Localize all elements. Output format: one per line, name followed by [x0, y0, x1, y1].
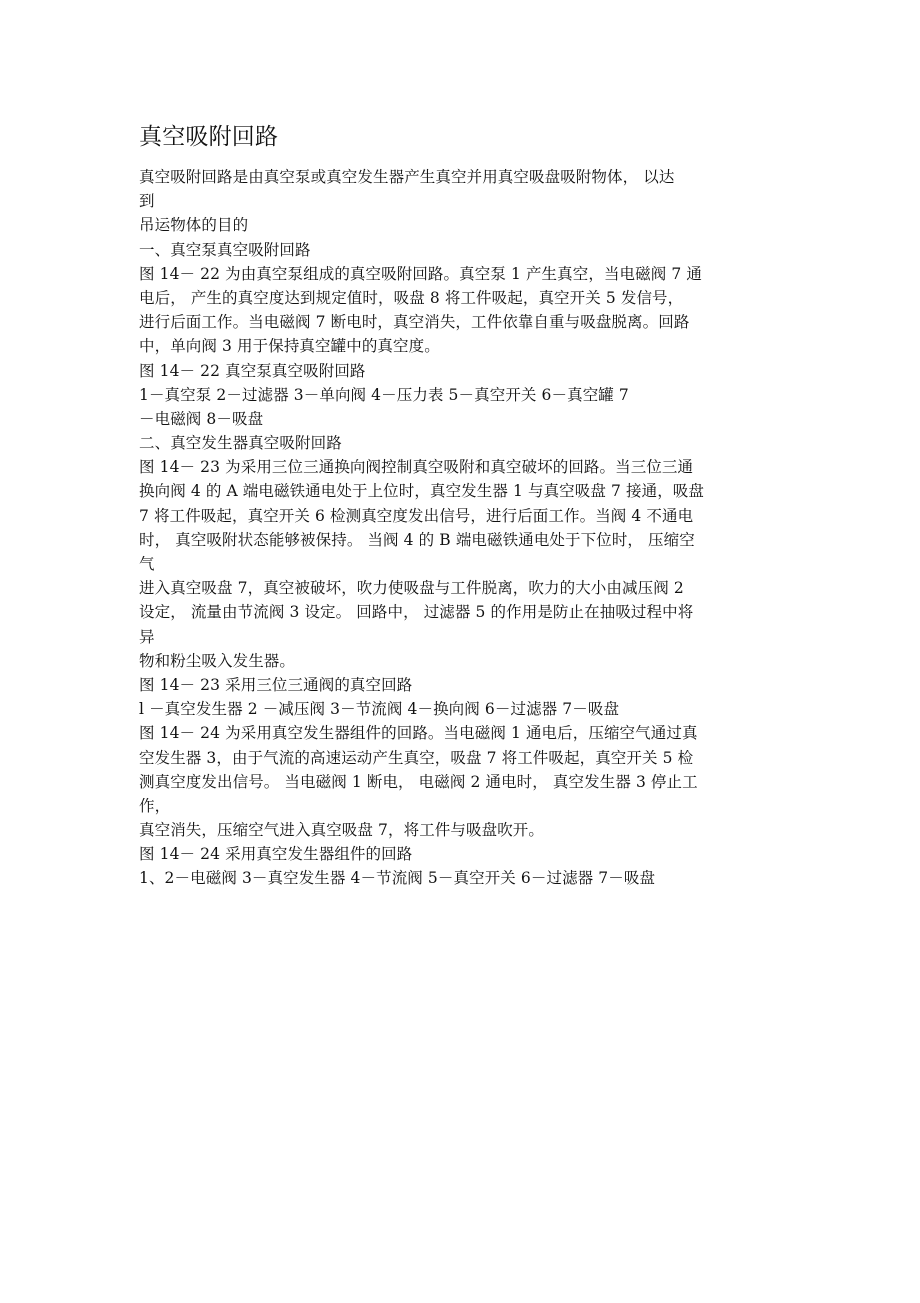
- document-content: [139, 120, 789, 891]
- section-heading: 一、真空泵真空吸附回路: [139, 240, 311, 259]
- component-list: 1、2－电磁阀 3－真空发生器 4－节流阀 5－真空开关 6－过滤器 7－吸盘: [139, 869, 656, 888]
- text-line: 7 将工件吸起，真空开关 6 检测真空度发出信号，进行后面工作。当阀 4 不通电: [139, 506, 694, 525]
- section-heading: 二、真空发生器真空吸附回路: [139, 434, 342, 453]
- text-line: 电后， 产生的真空度达到规定值时，吸盘 8 将工件吸起，真空开关 5 发信号，: [139, 288, 684, 307]
- text-line: 测真空度发出信号。 当电磁阀 1 断电， 电磁阀 2 通电时， 真空发生器 3 停止工: [139, 772, 698, 791]
- text-line: 图 14－ 23 为采用三位三通换向阀控制真空吸附和真空破坏的回路。当三位三通: [139, 458, 694, 477]
- text-line: 时， 真空吸附状态能够被保持。 当阀 4 的 B 端电磁铁通电处于下位时， 压缩空: [139, 530, 695, 549]
- text-line: 进行后面工作。当电磁阀 7 断电时，真空消失，工件依靠自重与吸盘脱离。回路: [139, 313, 690, 332]
- text-line: 中，单向阀 3 用于保持真空罐中的真空度。: [139, 337, 440, 356]
- text-line: 设定， 流量由节流阀 3 设定。 回路中， 过滤器 5 的作用是防止在抽吸过程中将: [139, 603, 694, 622]
- document-title: 真空吸附回路: [139, 124, 279, 150]
- body-text: [139, 165, 789, 891]
- text-line: 吊运物体的目的: [139, 216, 249, 235]
- text-line: 空发生器 3，由于气流的高速运动产生真空，吸盘 7 将工件吸起，真空开关 5 检: [139, 748, 694, 767]
- text-line: 异: [139, 627, 155, 646]
- text-line: 物和粉尘吸入发生器。: [139, 651, 296, 670]
- figure-caption: 图 14－ 22 真空泵真空吸附回路: [139, 361, 366, 380]
- text-line: 换向阀 4 的 A 端电磁铁通电处于上位时，真空发生器 1 与真空吸盘 7 接通，吸盘: [139, 482, 704, 501]
- component-list: 1－真空泵 2－过滤器 3－单向阀 4－压力表 5－真空开关 6－真空罐 7: [139, 385, 629, 404]
- figure-caption: 图 14－ 24 采用真空发生器组件的回路: [139, 845, 413, 864]
- text-line: 图 14－ 24 为采用真空发生器组件的回路。当电磁阀 1 通电后，压缩空气通过真: [139, 724, 698, 743]
- text-line: 真空消失，压缩空气进入真空吸盘 7，将工件与吸盘吹开。: [139, 821, 544, 840]
- text-line: 真空吸附回路是由真空泵或真空发生器产生真空并用真空吸盘吸附物体， 以达: [139, 168, 675, 186]
- figure-caption: 图 14－ 23 采用三位三通阀的真空回路: [139, 675, 413, 694]
- component-list: －电磁阀 8－吸盘: [139, 409, 264, 428]
- text-line: 图 14－ 22 为由真空泵组成的真空吸附回路。真空泵 1 产生真空，当电磁阀 7 通: [139, 264, 702, 283]
- text-line: 作，: [139, 796, 171, 815]
- text-line: 到: [139, 192, 155, 211]
- component-list: l －真空发生器 2 －减压阀 3－节流阀 4－换向阀 6－过滤器 7－吸盘: [139, 700, 620, 719]
- text-line: 气: [139, 555, 155, 573]
- text-line: 进入真空吸盘 7，真空被破坏，吹力使吸盘与工件脱离，吹力的大小由减压阀 2: [139, 579, 684, 598]
